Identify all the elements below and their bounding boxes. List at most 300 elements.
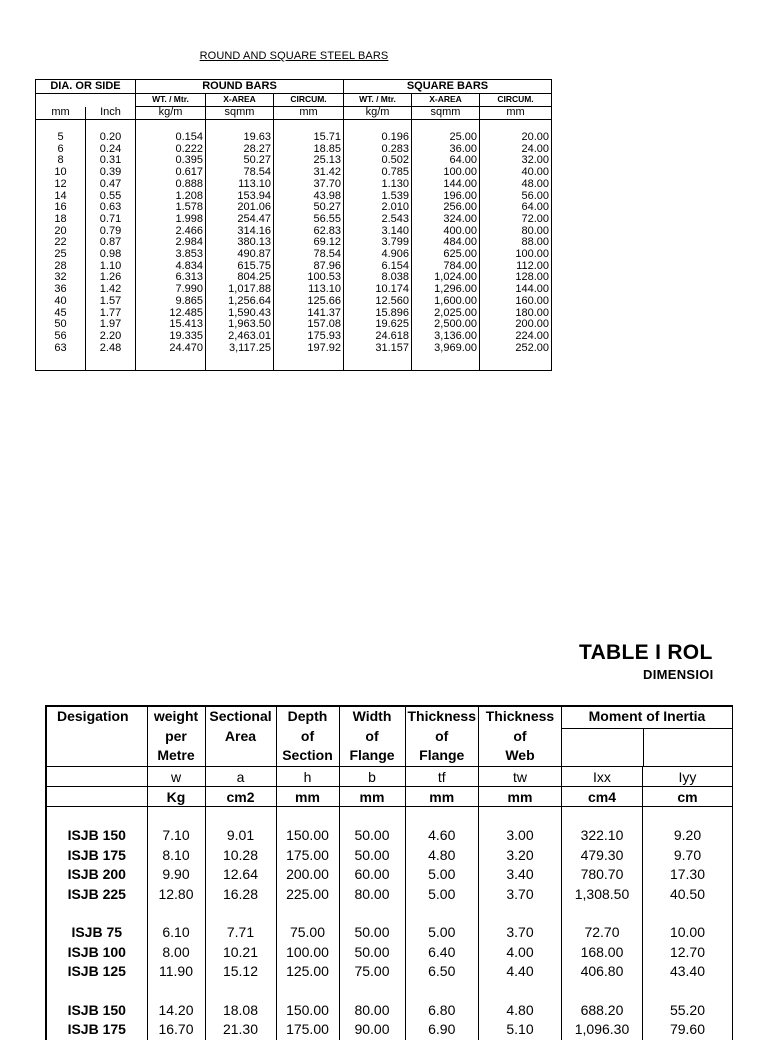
weight-header: weight per Metre: [147, 706, 205, 767]
table-cell: 15.71: [274, 132, 344, 144]
table-cell: 157.08: [274, 319, 344, 331]
table-cell: 19.335: [136, 331, 206, 343]
table-cell: 17.30: [642, 865, 732, 884]
table-cell: 322.10: [561, 826, 642, 845]
table-cell: 0.502: [344, 155, 412, 167]
table-cell: 10.174: [344, 284, 412, 296]
table-cell: 16.28: [205, 885, 276, 904]
table-cell: 50.00: [339, 943, 405, 962]
table-cell: 1,963.50: [206, 319, 274, 331]
sub-header: CIRCUM.: [274, 94, 344, 107]
table-cell: 479.30: [561, 846, 642, 865]
table-cell: 0.888: [136, 179, 206, 191]
table-cell: 2.48: [86, 343, 136, 355]
table-cell: 0.24: [86, 144, 136, 156]
sections-table-subtitle: DIMENSIOI: [643, 667, 714, 682]
table-cell: 3.70: [478, 885, 561, 904]
table-cell: 0.79: [86, 226, 136, 238]
moment-of-inertia-header: Moment of Inertia: [561, 706, 732, 767]
section-designation: ISJB 225: [46, 885, 147, 904]
table-cell: 1,308.50: [561, 885, 642, 904]
table-row: [46, 1001, 732, 1020]
table-cell: 19.625: [344, 319, 412, 331]
square-bars-header: SQUARE BARS: [344, 80, 552, 94]
table-cell: 3,117.25: [206, 343, 274, 355]
table-cell: 36.00: [412, 144, 480, 156]
table-row: [46, 865, 732, 884]
table-cell: 150.00: [276, 1001, 339, 1020]
symbol-cell: Ixx: [561, 767, 642, 787]
table-cell: 9.90: [147, 865, 205, 884]
section-designation: ISJB 125: [46, 962, 147, 981]
table-cell: 90.00: [339, 1020, 405, 1039]
table-cell: 3,136.00: [412, 331, 480, 343]
table-cell: 12: [36, 179, 86, 191]
table-cell: 20.00: [480, 132, 552, 144]
symbol-cell: tf: [405, 767, 478, 787]
table-cell: 125.00: [276, 962, 339, 981]
table-cell: 4.80: [478, 1001, 561, 1020]
table-cell: 0.71: [86, 214, 136, 226]
table-cell: 160.00: [480, 296, 552, 308]
table-cell: 19.63: [206, 132, 274, 144]
table-cell: 78.54: [206, 167, 274, 179]
table-cell: 256.00: [412, 202, 480, 214]
unit-cell: kg/m: [344, 107, 412, 120]
table-cell: 0.283: [344, 144, 412, 156]
unit-cell: kg/m: [136, 107, 206, 120]
table-cell: 1.578: [136, 202, 206, 214]
table-cell: 6.80: [405, 1001, 478, 1020]
table-cell: 3.140: [344, 226, 412, 238]
unit-cell: Kg: [147, 787, 205, 807]
table-cell: 1,296.00: [412, 284, 480, 296]
table-row: [46, 1020, 732, 1039]
table-row: [36, 249, 552, 261]
table-cell: 0.154: [136, 132, 206, 144]
table-cell: 72.70: [561, 923, 642, 942]
table-cell: 2,463.01: [206, 331, 274, 343]
table-cell: 56.00: [480, 191, 552, 203]
table-cell: 0.98: [86, 249, 136, 261]
table-cell: 688.20: [561, 1001, 642, 1020]
table-cell: 21.30: [205, 1020, 276, 1039]
table-cell: 9.70: [642, 846, 732, 865]
table-cell: 88.00: [480, 237, 552, 249]
unit-cell: mm: [274, 107, 344, 120]
table-cell: 7.71: [205, 923, 276, 942]
table-cell: 2,500.00: [412, 319, 480, 331]
table-cell: 25.13: [274, 155, 344, 167]
table-cell: 252.00: [480, 343, 552, 355]
symbol-cell: b: [339, 767, 405, 787]
table-cell: 40.00: [480, 167, 552, 179]
width-header: Width of Flange: [339, 706, 405, 767]
table-cell: 200.00: [480, 319, 552, 331]
dia-header: DIA. OR SIDE: [36, 80, 136, 94]
table-cell: 225.00: [276, 885, 339, 904]
table-cell: 2.543: [344, 214, 412, 226]
table-cell: 32.00: [480, 155, 552, 167]
round-square-bars-table: [35, 79, 552, 371]
table-cell: 180.00: [480, 308, 552, 320]
table-cell: 36: [36, 284, 86, 296]
sub-header: WT. / Mtr.: [344, 94, 412, 107]
round-bars-header: ROUND BARS: [136, 80, 344, 94]
table-cell: 1.77: [86, 308, 136, 320]
table-cell: 15.12: [205, 962, 276, 981]
table-cell: 0.63: [86, 202, 136, 214]
table-row: [46, 943, 732, 962]
table-cell: 8.10: [147, 846, 205, 865]
sub-header: CIRCUM.: [480, 94, 552, 107]
table-cell: 1,256.64: [206, 296, 274, 308]
table-row: [46, 885, 732, 904]
unit-cell: mm: [276, 787, 339, 807]
table-cell: 0.47: [86, 179, 136, 191]
table-cell: 0.20: [86, 132, 136, 144]
table-cell: 12.485: [136, 308, 206, 320]
table-cell: 1.57: [86, 296, 136, 308]
table-cell: 1.130: [344, 179, 412, 191]
table-cell: 1.539: [344, 191, 412, 203]
table-cell: 625.00: [412, 249, 480, 261]
table-cell: 80.00: [480, 226, 552, 238]
table-cell: 7.10: [147, 826, 205, 845]
unit-cell: mm: [339, 787, 405, 807]
table-cell: 1.42: [86, 284, 136, 296]
table-cell: 75.00: [276, 923, 339, 942]
table-cell: 0.395: [136, 155, 206, 167]
symbol-cell: w: [147, 767, 205, 787]
table-cell: 12.64: [205, 865, 276, 884]
table-cell: 1.208: [136, 191, 206, 203]
table-cell: 125.66: [274, 296, 344, 308]
table-cell: 490.87: [206, 249, 274, 261]
table-cell: 60.00: [339, 865, 405, 884]
table-row: [46, 962, 732, 981]
table-cell: 75.00: [339, 962, 405, 981]
table-cell: 48.00: [480, 179, 552, 191]
table-cell: 5.00: [405, 923, 478, 942]
symbol-cell: Iyy: [642, 767, 732, 787]
table-cell: 6.154: [344, 261, 412, 273]
table-cell: 224.00: [480, 331, 552, 343]
table-cell: 1,590.43: [206, 308, 274, 320]
table-cell: 18: [36, 214, 86, 226]
table-cell: 113.10: [206, 179, 274, 191]
table-cell: 14: [36, 191, 86, 203]
sections-table-title: TABLE I ROL: [579, 641, 713, 664]
table-cell: 196.00: [412, 191, 480, 203]
table-cell: 43.98: [274, 191, 344, 203]
designation-header: Desigation: [46, 706, 147, 767]
table-row: [46, 923, 732, 942]
blank-header: [36, 94, 136, 107]
depth-header: Depth of Section: [276, 706, 339, 767]
table-cell: 24.470: [136, 343, 206, 355]
table-cell: 100.53: [274, 272, 344, 284]
table-cell: 4.80: [405, 846, 478, 865]
symbol-cell: tw: [478, 767, 561, 787]
table-cell: 0.39: [86, 167, 136, 179]
table-cell: 1.26: [86, 272, 136, 284]
table-cell: 380.13: [206, 237, 274, 249]
table-cell: 78.54: [274, 249, 344, 261]
unit-cell: cm: [642, 787, 732, 807]
table-cell: 15.896: [344, 308, 412, 320]
table-cell: 197.92: [274, 343, 344, 355]
table-row: [36, 179, 552, 191]
table-cell: 12.80: [147, 885, 205, 904]
table-cell: 4.00: [478, 943, 561, 962]
table-cell: 28.27: [206, 144, 274, 156]
table-cell: 1.998: [136, 214, 206, 226]
table-cell: 40.50: [642, 885, 732, 904]
unit-cell: mm: [480, 107, 552, 120]
units-row: [36, 107, 552, 120]
table-cell: 37.70: [274, 179, 344, 191]
table-cell: 72.00: [480, 214, 552, 226]
table-cell: 400.00: [412, 226, 480, 238]
table-cell: 5.10: [478, 1020, 561, 1039]
table-cell: 4.60: [405, 826, 478, 845]
table-row: [46, 826, 732, 845]
section-designation: ISJB 175: [46, 1020, 147, 1039]
table-cell: 12.70: [642, 943, 732, 962]
symbol-cell: h: [276, 767, 339, 787]
table-cell: 5.00: [405, 865, 478, 884]
table-cell: 314.16: [206, 226, 274, 238]
unit-cell: mm: [478, 787, 561, 807]
unit-cell: mm: [405, 787, 478, 807]
table-cell: 55.20: [642, 1001, 732, 1020]
table-cell: 10: [36, 167, 86, 179]
table-cell: 10.21: [205, 943, 276, 962]
table-row: [36, 214, 552, 226]
bars-table-body: [36, 120, 552, 371]
table-cell: 12.560: [344, 296, 412, 308]
unit-cell: sqmm: [412, 107, 480, 120]
table-cell: 10.28: [205, 846, 276, 865]
table-cell: 113.10: [274, 284, 344, 296]
table-cell: 2.984: [136, 237, 206, 249]
table-cell: 2,025.00: [412, 308, 480, 320]
table-cell: 25: [36, 249, 86, 261]
table-row: [36, 132, 552, 144]
table-cell: 2.010: [344, 202, 412, 214]
table-cell: 254.47: [206, 214, 274, 226]
table-cell: 63: [36, 343, 86, 355]
table-cell: 64.00: [412, 155, 480, 167]
table-cell: 40: [36, 296, 86, 308]
table-cell: 100.00: [480, 249, 552, 261]
table-cell: 9.01: [205, 826, 276, 845]
table-cell: 28: [36, 261, 86, 273]
table-cell: 6.40: [405, 943, 478, 962]
table-cell: 2.20: [86, 331, 136, 343]
table-cell: 3.70: [478, 923, 561, 942]
table-cell: 20: [36, 226, 86, 238]
table-cell: 8.00: [147, 943, 205, 962]
table-cell: 10.00: [642, 923, 732, 942]
section-designation: ISJB 175: [46, 846, 147, 865]
table-cell: 112.00: [480, 261, 552, 273]
table-cell: 1,024.00: [412, 272, 480, 284]
table-cell: 784.00: [412, 261, 480, 273]
table-cell: 201.06: [206, 202, 274, 214]
flange-thickness-header: Thickness of Flange: [405, 706, 478, 767]
table-cell: 324.00: [412, 214, 480, 226]
table-cell: 50.00: [339, 846, 405, 865]
table-cell: 144.00: [412, 179, 480, 191]
table-row: [46, 846, 732, 865]
table-cell: 9.865: [136, 296, 206, 308]
table-cell: 6: [36, 144, 86, 156]
table-cell: 4.40: [478, 962, 561, 981]
section-designation: ISJB 150: [46, 826, 147, 845]
sections-table-body: [46, 807, 732, 1040]
table-cell: 4.834: [136, 261, 206, 273]
symbol-cell: a: [205, 767, 276, 787]
table-row: [36, 343, 552, 355]
rolled-sections-table: [45, 705, 733, 1040]
table-cell: 7.990: [136, 284, 206, 296]
table-cell: 5.00: [405, 885, 478, 904]
table-cell: 14.20: [147, 1001, 205, 1020]
unit-cell: mm: [36, 107, 86, 120]
unit-cell: sqmm: [206, 107, 274, 120]
units-row: [46, 787, 732, 807]
table-cell: 100.00: [412, 167, 480, 179]
table-cell: 144.00: [480, 284, 552, 296]
table-cell: 32: [36, 272, 86, 284]
bars-table-title: ROUND AND SQUARE STEEL BARS: [199, 50, 389, 62]
table-cell: 168.00: [561, 943, 642, 962]
table-cell: 15.413: [136, 319, 206, 331]
table-cell: 0.196: [344, 132, 412, 144]
table-cell: 780.70: [561, 865, 642, 884]
table-cell: 9.20: [642, 826, 732, 845]
table-cell: 0.87: [86, 237, 136, 249]
section-designation: ISJB 100: [46, 943, 147, 962]
table-cell: 24.618: [344, 331, 412, 343]
section-designation: ISJB 150: [46, 1001, 147, 1020]
table-cell: 141.37: [274, 308, 344, 320]
table-cell: 128.00: [480, 272, 552, 284]
table-cell: 62.83: [274, 226, 344, 238]
table-cell: 100.00: [276, 943, 339, 962]
table-cell: 6.50: [405, 962, 478, 981]
table-cell: 1.10: [86, 261, 136, 273]
table-cell: 6.90: [405, 1020, 478, 1039]
unit-cell: Inch: [86, 107, 136, 120]
table-cell: 8.038: [344, 272, 412, 284]
table-cell: 4.906: [344, 249, 412, 261]
table-cell: 1,600.00: [412, 296, 480, 308]
unit-cell: cm2: [205, 787, 276, 807]
table-cell: 50.27: [274, 202, 344, 214]
table-cell: 18.85: [274, 144, 344, 156]
table-cell: 79.60: [642, 1020, 732, 1039]
table-cell: 0.31: [86, 155, 136, 167]
section-designation: ISJB 75: [46, 923, 147, 942]
table-cell: 31.42: [274, 167, 344, 179]
table-row: [36, 331, 552, 343]
table-cell: 80.00: [339, 1001, 405, 1020]
table-cell: 22: [36, 237, 86, 249]
table-cell: 484.00: [412, 237, 480, 249]
table-cell: 25.00: [412, 132, 480, 144]
table-cell: 804.25: [206, 272, 274, 284]
table-cell: 5: [36, 132, 86, 144]
table-cell: 615.75: [206, 261, 274, 273]
sub-header: X-AREA: [206, 94, 274, 107]
table-cell: 0.55: [86, 191, 136, 203]
table-cell: 6.10: [147, 923, 205, 942]
table-cell: 16.70: [147, 1020, 205, 1039]
table-cell: 175.00: [276, 1020, 339, 1039]
web-thickness-header: Thickness of Web: [478, 706, 561, 767]
table-cell: 3,969.00: [412, 343, 480, 355]
table-cell: 200.00: [276, 865, 339, 884]
table-cell: 18.08: [205, 1001, 276, 1020]
table-cell: 8: [36, 155, 86, 167]
table-cell: 3.20: [478, 846, 561, 865]
table-cell: 50: [36, 319, 86, 331]
table-cell: 50.00: [339, 826, 405, 845]
table-cell: 1,096.30: [561, 1020, 642, 1039]
table-cell: 56.55: [274, 214, 344, 226]
table-cell: 1,017.88: [206, 284, 274, 296]
table-cell: 3.799: [344, 237, 412, 249]
table-cell: 64.00: [480, 202, 552, 214]
table-cell: 1.97: [86, 319, 136, 331]
table-cell: 2.466: [136, 226, 206, 238]
table-cell: 50.27: [206, 155, 274, 167]
table-cell: 153.94: [206, 191, 274, 203]
table-cell: 3.853: [136, 249, 206, 261]
section-designation: ISJB 200: [46, 865, 147, 884]
table-cell: 3.40: [478, 865, 561, 884]
table-cell: 45: [36, 308, 86, 320]
symbols-row: [46, 767, 732, 787]
area-header: Sectional Area: [205, 706, 276, 767]
sub-header: WT. / Mtr.: [136, 94, 206, 107]
table-cell: 43.40: [642, 962, 732, 981]
table-cell: 406.80: [561, 962, 642, 981]
table-cell: 6.313: [136, 272, 206, 284]
table-row: [36, 296, 552, 308]
table-cell: 80.00: [339, 885, 405, 904]
table-cell: 150.00: [276, 826, 339, 845]
unit-cell: cm4: [561, 787, 642, 807]
sub-header: X-AREA: [412, 94, 480, 107]
table-cell: 56: [36, 331, 86, 343]
table-cell: 11.90: [147, 962, 205, 981]
table-cell: 0.222: [136, 144, 206, 156]
table-cell: 16: [36, 202, 86, 214]
table-cell: 50.00: [339, 923, 405, 942]
table-cell: 31.157: [344, 343, 412, 355]
table-cell: 87.96: [274, 261, 344, 273]
table-cell: 175.93: [274, 331, 344, 343]
table-cell: 0.785: [344, 167, 412, 179]
table-cell: 69.12: [274, 237, 344, 249]
table-cell: 175.00: [276, 846, 339, 865]
table-cell: 0.617: [136, 167, 206, 179]
table-cell: 3.00: [478, 826, 561, 845]
